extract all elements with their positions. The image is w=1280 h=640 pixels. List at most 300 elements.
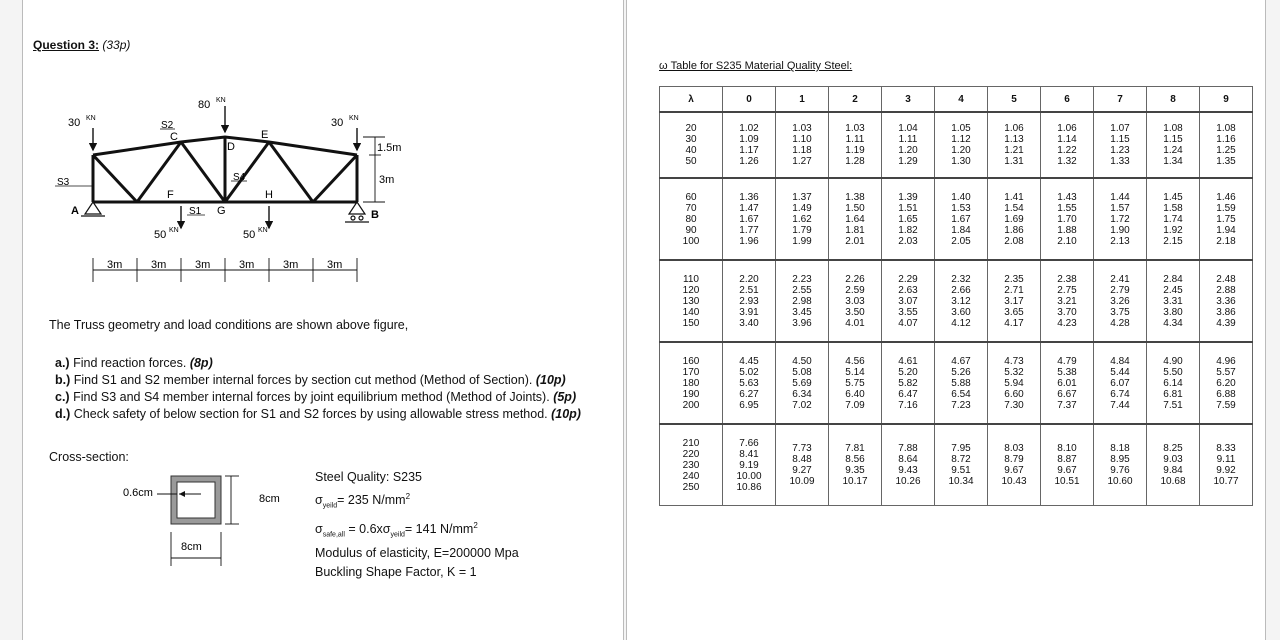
- load-unit: KN: [86, 115, 96, 122]
- column-header: 9: [1200, 87, 1253, 113]
- omega-value: 1.08: [1216, 123, 1236, 134]
- omega-value: 10.43: [1001, 476, 1027, 487]
- load-label-bottom-left: 50: [154, 229, 167, 241]
- omega-value: 1.10: [792, 134, 812, 145]
- node-b: B: [371, 209, 379, 221]
- omega-value: 2.88: [1216, 284, 1236, 296]
- omega-value: 7.51: [1163, 399, 1183, 411]
- omega-value: 10.00: [736, 470, 762, 482]
- omega-value: 3.26: [1110, 295, 1130, 307]
- omega-value: 4.34: [1163, 317, 1183, 329]
- omega-value: 9.19: [739, 459, 759, 471]
- omega-value: 1.21: [1004, 145, 1024, 156]
- omega-value: 5.14: [845, 366, 865, 378]
- lambda-cell: [660, 178, 723, 260]
- omega-value: 1.74: [1163, 213, 1183, 225]
- omega-value: 9.43: [898, 465, 918, 476]
- omega-value: 1.51: [898, 202, 918, 214]
- omega-value: 10.86: [736, 481, 762, 493]
- lambda-header: λ: [660, 87, 723, 113]
- steel-quality: Steel Quality: S235: [315, 470, 423, 484]
- column-header: 1: [776, 87, 829, 113]
- omega-value: 4.07: [898, 317, 918, 329]
- omega-value: 6.88: [1216, 388, 1236, 400]
- omega-cell: [1094, 178, 1147, 260]
- omega-value: 1.31: [1004, 156, 1024, 167]
- omega-value: 1.34: [1163, 156, 1183, 167]
- omega-value: 1.62: [792, 213, 812, 225]
- omega-value: 8.64: [898, 454, 918, 465]
- omega-value: 6.01: [1057, 377, 1077, 389]
- omega-value: 1.37: [792, 191, 812, 203]
- omega-value: 2.93: [739, 295, 759, 307]
- omega-value: 7.59: [1216, 399, 1236, 411]
- omega-value: 9.67: [1004, 465, 1024, 476]
- omega-value: 1.22: [1057, 145, 1077, 156]
- dim-height-top: 1.5m: [377, 142, 402, 154]
- omega-value: 1.08: [1163, 123, 1183, 134]
- omega-value: 5.32: [1004, 366, 1024, 378]
- buckling-factor: Buckling Shape Factor, K = 1: [315, 565, 477, 580]
- table-row-group: [660, 342, 1253, 424]
- omega-value: 3.55: [898, 306, 918, 318]
- omega-value: 8.56: [845, 454, 865, 465]
- omega-cell: [723, 112, 776, 178]
- omega-value: 3.36: [1216, 295, 1236, 307]
- omega-cell: [988, 424, 1041, 506]
- omega-value: 8.72: [951, 454, 971, 465]
- question-number: Question 3:: [33, 38, 100, 52]
- lambda-value: 120: [682, 284, 700, 296]
- omega-value: 1.11: [845, 134, 865, 145]
- omega-value: 1.15: [1110, 134, 1130, 145]
- span-label: 3m: [327, 259, 343, 271]
- omega-value: 7.88: [898, 443, 918, 454]
- lambda-value: 230: [682, 459, 700, 471]
- omega-value: 4.50: [792, 355, 812, 367]
- lambda-value: 70: [685, 202, 697, 214]
- omega-value: 2.13: [1110, 235, 1130, 247]
- omega-cell: [1200, 424, 1253, 506]
- omega-value: 8.18: [1110, 443, 1130, 454]
- omega-value: 1.84: [951, 224, 971, 236]
- omega-value: 8.41: [739, 448, 759, 460]
- lambda-value: 220: [682, 448, 700, 460]
- right-page: [626, 0, 1266, 640]
- omega-value: 3.70: [1057, 306, 1077, 318]
- span-label: 3m: [239, 259, 255, 271]
- node-e: E: [261, 129, 269, 141]
- omega-value: 2.63: [898, 284, 918, 296]
- omega-value: 1.67: [951, 213, 971, 225]
- omega-cell: [723, 342, 776, 424]
- omega-value: 7.44: [1110, 399, 1130, 411]
- omega-cell: [988, 260, 1041, 342]
- omega-value: 1.19: [845, 145, 865, 156]
- omega-value: 3.86: [1216, 306, 1236, 318]
- omega-value: 4.01: [845, 317, 865, 329]
- omega-value: 7.73: [792, 443, 812, 454]
- omega-value: 7.81: [845, 443, 865, 454]
- omega-value: 3.60: [951, 306, 971, 318]
- omega-value: 1.46: [1216, 191, 1236, 203]
- omega-value: 8.03: [1004, 443, 1024, 454]
- omega-value: 5.50: [1163, 366, 1183, 378]
- omega-cell: [1041, 178, 1094, 260]
- omega-value: 3.91: [739, 306, 759, 318]
- omega-value: 6.20: [1216, 377, 1236, 389]
- omega-value: 1.27: [792, 156, 812, 167]
- column-header: 8: [1147, 87, 1200, 113]
- omega-value: 1.40: [951, 191, 971, 203]
- omega-cell: [776, 424, 829, 506]
- member-s2: S2: [161, 120, 174, 131]
- omega-value: 2.45: [1163, 284, 1183, 296]
- omega-cell: [776, 342, 829, 424]
- omega-value: 5.63: [739, 377, 759, 389]
- omega-cell: [829, 424, 882, 506]
- omega-value: 4.73: [1004, 355, 1024, 367]
- tube-inner: [177, 482, 215, 518]
- omega-value: 4.28: [1110, 317, 1130, 329]
- omega-value: 1.79: [792, 224, 812, 236]
- omega-value: 3.03: [845, 295, 865, 307]
- omega-cell: [1147, 178, 1200, 260]
- lambda-value: 250: [682, 481, 700, 493]
- span-label: 3m: [283, 259, 299, 271]
- omega-value: 8.10: [1057, 443, 1077, 454]
- cross-section-diagram: [119, 470, 299, 580]
- omega-value: 4.56: [845, 355, 865, 367]
- member-s3: S3: [57, 177, 70, 188]
- omega-value: 9.92: [1216, 465, 1236, 476]
- omega-value: 1.92: [1163, 224, 1183, 236]
- omega-cell: [882, 112, 935, 178]
- omega-value: 1.23: [1110, 145, 1130, 156]
- omega-value: 2.66: [951, 284, 971, 296]
- support-a: [81, 202, 105, 216]
- safe-stress: $\sigma_{safe,all} = 0.6x\sigma_{yeild}= 141$ $N/mm^2$: [315, 520, 478, 539]
- lambda-value: 160: [682, 355, 700, 367]
- omega-value: 9.84: [1163, 465, 1183, 476]
- omega-value: 1.72: [1110, 213, 1130, 225]
- omega-value: 6.47: [898, 388, 918, 400]
- omega-value: 8.87: [1057, 454, 1077, 465]
- table-header-row: [660, 87, 1253, 113]
- omega-value: 1.25: [1216, 145, 1236, 156]
- omega-value: 7.30: [1004, 399, 1024, 411]
- column-header: 2: [829, 87, 882, 113]
- lambda-value: 30: [685, 134, 697, 145]
- omega-value: 6.34: [792, 388, 812, 400]
- table-row-group: [660, 178, 1253, 260]
- omega-value: 6.67: [1057, 388, 1077, 400]
- omega-value: 7.23: [951, 399, 971, 411]
- omega-value: 10.26: [895, 476, 921, 487]
- table-row-group: [660, 112, 1253, 178]
- part-c: c.) Find S3 and S4 member internal forces by joint equilibrium method (Method of Joints). (5p): [55, 390, 577, 404]
- load-label-bottom-right: 50: [243, 229, 256, 241]
- omega-value: 1.29: [898, 156, 918, 167]
- lambda-value: 20: [685, 123, 697, 134]
- omega-value: 10.60: [1107, 476, 1133, 487]
- lambda-cell: [660, 342, 723, 424]
- lambda-value: 200: [682, 399, 700, 411]
- load-unit: KN: [258, 227, 268, 234]
- span-label: 3m: [107, 259, 123, 271]
- omega-cell: [1041, 112, 1094, 178]
- omega-value: 3.80: [1163, 306, 1183, 318]
- omega-value: 1.43: [1057, 191, 1077, 203]
- lambda-value: 150: [682, 317, 700, 329]
- omega-value: 5.20: [898, 366, 918, 378]
- omega-value: 1.57: [1110, 202, 1130, 214]
- omega-value: 2.15: [1163, 235, 1183, 247]
- omega-value: 1.65: [898, 213, 918, 225]
- omega-value: 6.81: [1163, 388, 1183, 400]
- omega-cell: [882, 260, 935, 342]
- omega-value: 1.47: [739, 202, 759, 214]
- omega-value: 5.26: [951, 366, 971, 378]
- lambda-value: 110: [683, 273, 699, 285]
- omega-cell: [882, 342, 935, 424]
- omega-value: 1.26: [739, 156, 759, 167]
- omega-value: 2.23: [792, 273, 812, 285]
- column-header: 7: [1094, 87, 1147, 113]
- lambda-value: 130: [682, 295, 700, 307]
- truss-members: [93, 137, 357, 202]
- load-unit: KN: [169, 227, 179, 234]
- column-header: 5: [988, 87, 1041, 113]
- load-label-top-left: 30: [68, 117, 81, 129]
- omega-cell: [723, 260, 776, 342]
- omega-cell: [935, 424, 988, 506]
- omega-cell: [988, 178, 1041, 260]
- omega-value: 8.95: [1110, 454, 1130, 465]
- omega-value: 1.07: [1110, 123, 1130, 134]
- omega-cell: [1200, 112, 1253, 178]
- omega-cell: [829, 260, 882, 342]
- omega-value: 10.68: [1160, 476, 1186, 487]
- omega-cell: [1147, 342, 1200, 424]
- lambda-value: 80: [685, 213, 697, 225]
- omega-value: 9.11: [1216, 454, 1236, 465]
- lambda-cell: [660, 112, 723, 178]
- omega-value: 6.27: [739, 388, 759, 400]
- omega-cell: [829, 112, 882, 178]
- omega-value: 6.14: [1163, 377, 1183, 389]
- omega-value: 1.11: [898, 134, 918, 145]
- omega-value: 1.30: [951, 156, 971, 167]
- omega-value: 1.59: [1216, 202, 1236, 214]
- omega-cell: [935, 178, 988, 260]
- omega-value: 2.38: [1057, 273, 1077, 285]
- omega-value: 7.02: [792, 399, 812, 411]
- table-row-group: [660, 424, 1253, 506]
- omega-value: 2.41: [1110, 273, 1130, 285]
- omega-value: 3.40: [739, 317, 759, 329]
- omega-value: 3.07: [898, 295, 918, 307]
- omega-value: 4.23: [1057, 317, 1077, 329]
- truss-diagram: [57, 88, 403, 288]
- omega-value: 9.27: [792, 465, 812, 476]
- omega-cell: [1147, 424, 1200, 506]
- omega-value: 10.17: [842, 476, 868, 487]
- omega-value: 2.05: [951, 235, 971, 247]
- omega-value: 4.17: [1004, 317, 1024, 329]
- omega-cell: [935, 260, 988, 342]
- load-label-top-right: 30: [331, 117, 344, 129]
- omega-value: 1.41: [1004, 191, 1024, 203]
- omega-value: 1.44: [1110, 191, 1130, 203]
- omega-value: 1.35: [1216, 156, 1236, 167]
- omega-value: 1.05: [951, 123, 971, 134]
- load-unit: KN: [216, 97, 226, 104]
- column-header: 6: [1041, 87, 1094, 113]
- omega-value: 3.45: [792, 306, 812, 318]
- left-page: [22, 0, 624, 640]
- lambda-cell: [660, 424, 723, 506]
- node-f: F: [167, 189, 174, 201]
- node-d: D: [227, 141, 235, 153]
- thickness-label: 0.6cm: [123, 487, 153, 499]
- support-b: [345, 202, 369, 222]
- omega-value: 2.35: [1004, 273, 1024, 285]
- omega-cell: [1200, 342, 1253, 424]
- omega-value: 1.99: [792, 235, 812, 247]
- omega-value: 1.28: [845, 156, 865, 167]
- omega-value: 3.31: [1163, 295, 1183, 307]
- span-dimension-line: [93, 258, 357, 282]
- omega-value: 2.29: [898, 273, 918, 285]
- omega-value: 5.88: [951, 377, 971, 389]
- part-b: b.) Find S1 and S2 member internal forces by section cut method (Method of Section). (10p): [55, 373, 566, 387]
- omega-value: 8.79: [1004, 454, 1024, 465]
- omega-value: 1.75: [1216, 213, 1236, 225]
- omega-value: 2.55: [792, 284, 812, 296]
- question-heading: [33, 38, 130, 52]
- omega-value: 1.96: [739, 235, 759, 247]
- omega-value: 4.67: [951, 355, 971, 367]
- omega-value: 1.04: [898, 123, 918, 134]
- omega-value: 1.06: [1004, 123, 1024, 134]
- omega-cell: [776, 260, 829, 342]
- omega-value: 1.69: [1004, 213, 1024, 225]
- omega-value: 4.45: [739, 355, 759, 367]
- omega-value: 1.58: [1163, 202, 1183, 214]
- omega-cell: [829, 178, 882, 260]
- omega-value: 4.90: [1163, 355, 1183, 367]
- omega-value: 1.67: [739, 213, 759, 225]
- lambda-value: 90: [685, 224, 697, 236]
- omega-value: 1.54: [1004, 202, 1024, 214]
- omega-cell: [1094, 342, 1147, 424]
- omega-cell: [723, 424, 776, 506]
- omega-cell: [988, 342, 1041, 424]
- lambda-cell: [660, 260, 723, 342]
- omega-value: 2.98: [792, 295, 812, 307]
- omega-cell: [1200, 260, 1253, 342]
- omega-value: 9.03: [1163, 454, 1183, 465]
- omega-value: 1.45: [1163, 191, 1183, 203]
- omega-value: 2.51: [739, 284, 759, 296]
- omega-cell: [776, 178, 829, 260]
- omega-cell: [1041, 260, 1094, 342]
- omega-cell: [882, 178, 935, 260]
- omega-value: 6.40: [845, 388, 865, 400]
- omega-value: 6.54: [951, 388, 971, 400]
- lambda-value: 60: [685, 191, 697, 203]
- omega-value: 8.48: [792, 454, 812, 465]
- table-body: [660, 112, 1253, 506]
- omega-value: 2.26: [845, 273, 865, 285]
- omega-value: 1.77: [739, 224, 759, 236]
- load-label-peak: 80: [198, 99, 211, 111]
- omega-cell: [1094, 424, 1147, 506]
- omega-cell: [935, 342, 988, 424]
- omega-value: 2.48: [1216, 273, 1236, 285]
- truss-description: The Truss geometry and load conditions are shown above figure,: [49, 318, 409, 332]
- omega-value: 1.02: [739, 123, 759, 134]
- omega-value: 4.96: [1216, 355, 1236, 367]
- omega-value: 1.15: [1163, 134, 1183, 145]
- omega-value: 5.82: [898, 377, 918, 389]
- omega-value: 2.79: [1110, 284, 1130, 296]
- omega-value: 1.16: [1216, 134, 1236, 145]
- width-label: 8cm: [181, 541, 202, 553]
- omega-value: 1.94: [1216, 224, 1236, 236]
- omega-value: 2.18: [1216, 235, 1236, 247]
- omega-value: 1.64: [845, 213, 865, 225]
- column-header: 0: [723, 87, 776, 113]
- omega-value: 10.51: [1054, 476, 1080, 487]
- omega-value: 5.75: [845, 377, 865, 389]
- omega-value: 1.20: [951, 145, 971, 156]
- span-label: 3m: [195, 259, 211, 271]
- lambda-value: 100: [682, 235, 700, 247]
- omega-value: 6.95: [739, 399, 759, 411]
- omega-value: 1.81: [845, 224, 865, 236]
- omega-value: 1.88: [1057, 224, 1077, 236]
- question-parts: [55, 355, 581, 423]
- omega-value: 1.20: [898, 145, 918, 156]
- height-label: 8cm: [259, 493, 280, 505]
- lambda-value: 240: [682, 470, 700, 482]
- omega-value: 1.03: [845, 123, 865, 134]
- node-a: A: [71, 205, 79, 217]
- omega-value: 4.61: [898, 355, 918, 367]
- omega-value: 3.12: [951, 295, 971, 307]
- omega-value: 3.21: [1057, 295, 1077, 307]
- omega-value: 3.50: [845, 306, 865, 318]
- omega-cell: [1041, 342, 1094, 424]
- omega-value: 1.38: [845, 191, 865, 203]
- omega-value: 7.16: [898, 399, 918, 411]
- omega-value: 1.09: [739, 134, 759, 145]
- column-header: 3: [882, 87, 935, 113]
- lambda-value: 40: [685, 145, 697, 156]
- omega-value: 1.14: [1057, 134, 1077, 145]
- omega-value: 1.17: [739, 145, 759, 156]
- table-row-group: [660, 260, 1253, 342]
- omega-cell: [935, 112, 988, 178]
- dim-height-main: 3m: [379, 174, 395, 186]
- omega-value: 1.39: [898, 191, 918, 203]
- omega-value: 1.13: [1004, 134, 1024, 145]
- omega-value: 7.37: [1057, 399, 1077, 411]
- lambda-value: 180: [682, 377, 700, 389]
- lambda-value: 170: [682, 366, 700, 378]
